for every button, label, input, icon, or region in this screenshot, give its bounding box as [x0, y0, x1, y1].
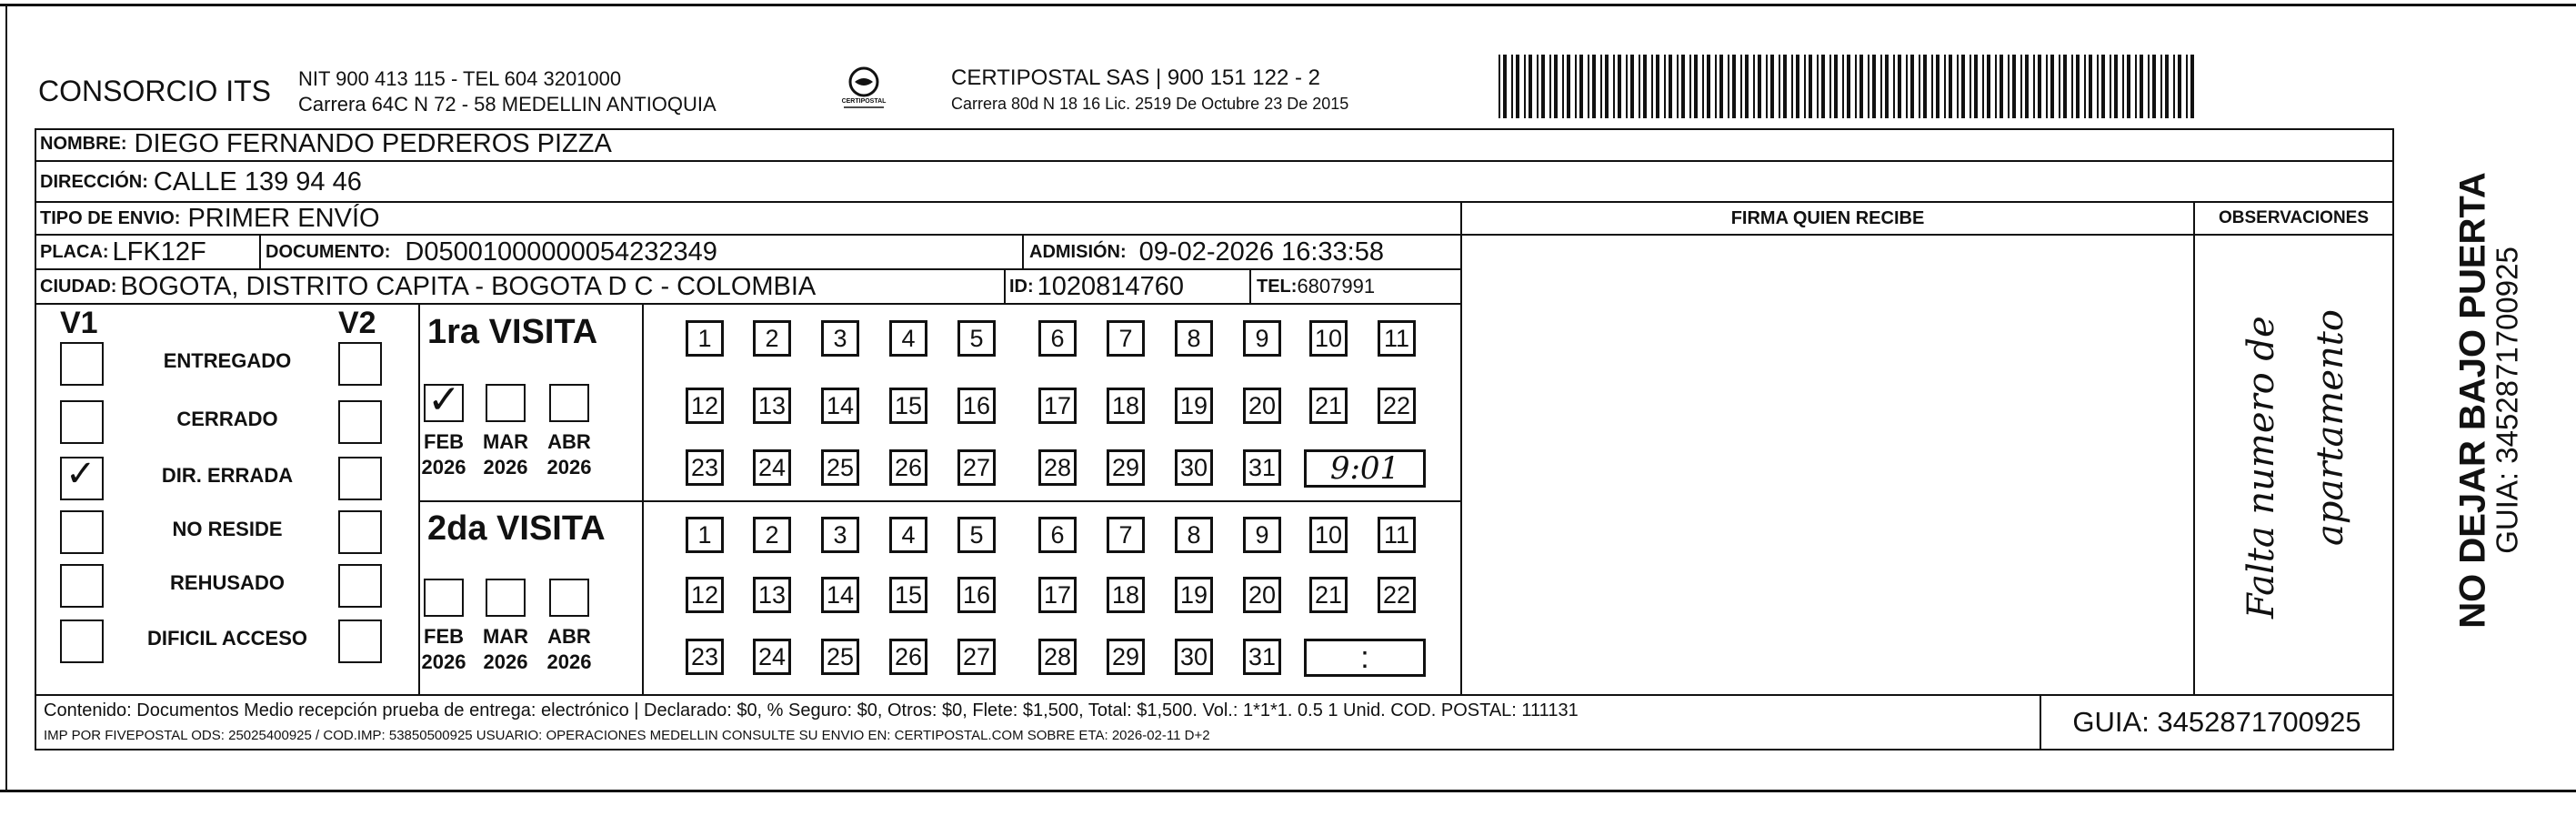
day-box[interactable]: 23: [686, 449, 724, 486]
day-box[interactable]: 12: [686, 388, 724, 424]
day-box[interactable]: 29: [1107, 449, 1145, 486]
barcode-bar: [1689, 55, 1691, 118]
day-box[interactable]: 23: [686, 639, 724, 675]
day-box[interactable]: 19: [1175, 577, 1213, 613]
status-label: DIFICIL ACCESO: [146, 627, 307, 650]
barcode-bar: [1919, 55, 1920, 118]
day-box[interactable]: 4: [889, 320, 927, 357]
barcode-bar: [2012, 55, 2016, 118]
barcode-bar: [2046, 55, 2048, 118]
left-border: [5, 4, 7, 791]
v1-checkbox[interactable]: [60, 342, 104, 386]
day-box[interactable]: 3: [821, 320, 859, 357]
barcode-bar: [1944, 55, 1946, 118]
v2-checkbox[interactable]: [338, 400, 382, 444]
day-box[interactable]: 18: [1107, 388, 1145, 424]
month-name: FEB: [424, 430, 464, 453]
v1-checkbox[interactable]: [60, 400, 104, 444]
barcode-bar: [1893, 55, 1895, 118]
day-box[interactable]: 3: [821, 517, 859, 553]
admision-value: 09-02-2026 16:33:58: [1138, 237, 1384, 267]
tipo-value: PRIMER ENVÍO: [187, 203, 380, 233]
day-box[interactable]: 29: [1107, 639, 1145, 675]
barcode-bar: [1575, 55, 1577, 118]
barcode-bar: [1982, 55, 1984, 118]
day-box[interactable]: 30: [1175, 449, 1213, 486]
barcode-bar: [1868, 55, 1869, 118]
v2-checkbox[interactable]: [338, 564, 382, 608]
barcode-bar: [2127, 55, 2130, 118]
certipostal-logo: [837, 62, 891, 116]
carrier-name: CERTIPOSTAL SAS | 900 151 122 - 2: [951, 65, 1320, 90]
month-name: ABR: [547, 430, 591, 453]
id-cell: [1009, 269, 1184, 304]
day-box[interactable]: 19: [1175, 388, 1213, 424]
barcode-bar: [1579, 55, 1583, 118]
barcode-bar: [1906, 55, 1908, 118]
barcode-bar: [1613, 55, 1615, 118]
month-checkbox[interactable]: [486, 384, 526, 422]
id-value: 1020814760: [1037, 271, 1184, 301]
barcode-bar: [2050, 55, 2054, 118]
v1-label: V1: [60, 306, 98, 340]
barcode-bar: [1511, 55, 1513, 118]
month-name: ABR: [547, 625, 591, 648]
ciudad-cell: [40, 269, 816, 304]
placa-label: PLACA:: [40, 241, 109, 262]
status-label: NO RESIDE: [172, 518, 283, 540]
documento-label: DOCUMENTO:: [266, 241, 391, 262]
barcode-bar: [1656, 55, 1659, 118]
barcode-bar: [1694, 55, 1698, 118]
col-line: [259, 234, 261, 268]
day-box[interactable]: 8: [1175, 320, 1213, 357]
barcode-bar: [2135, 55, 2137, 118]
time-box[interactable]: 9:01: [1304, 449, 1426, 488]
barcode-bar: [1842, 55, 1844, 118]
v1-checkbox[interactable]: [60, 564, 104, 608]
month-label: [476, 624, 535, 674]
barcode-bar: [2152, 55, 2156, 118]
ciudad-label: CIUDAD:: [40, 276, 117, 297]
day-box[interactable]: 9: [1243, 320, 1281, 357]
barcode-bar: [1931, 55, 1933, 118]
month-checkbox[interactable]: [549, 579, 589, 617]
barcode-bar: [1974, 55, 1978, 118]
barcode-bar: [1562, 55, 1564, 118]
company-name: CONSORCIO ITS: [38, 75, 272, 107]
barcode-bar: [2148, 55, 2150, 118]
barcode-bar: [1567, 55, 1570, 118]
carrier-address: Carrera 80d N 18 16 Lic. 2519 De Octubre 23 De 2015: [951, 95, 1349, 113]
day-box[interactable]: 30: [1175, 639, 1213, 675]
barcode-bar: [1898, 55, 1901, 118]
nombre-row: [40, 127, 612, 161]
month-year: 2026: [483, 650, 528, 673]
month-name: FEB: [424, 625, 464, 648]
day-box[interactable]: 25: [821, 449, 859, 486]
barcode-bar: [2063, 55, 2067, 118]
barcode-bar: [1880, 55, 1882, 118]
company-nit: NIT 900 413 115 - TEL 604 3201000: [298, 67, 622, 90]
barcode-bar: [1817, 55, 1819, 118]
status-label: DIR. ERRADA: [161, 464, 294, 487]
day-box[interactable]: 6: [1038, 517, 1077, 553]
barcode-bar: [1791, 55, 1793, 118]
day-box[interactable]: 15: [889, 577, 927, 613]
documento-cell: [266, 235, 717, 269]
v1-checkbox[interactable]: [60, 453, 104, 500]
day-box[interactable]: 11: [1378, 320, 1416, 357]
month-year: 2026: [483, 455, 528, 479]
day-box[interactable]: 28: [1038, 639, 1077, 675]
day-box[interactable]: 14: [821, 577, 859, 613]
v2-checkbox[interactable]: [338, 342, 382, 386]
day-box[interactable]: 12: [686, 577, 724, 613]
barcode-bar: [1766, 55, 1768, 118]
barcode-bar: [1600, 55, 1602, 118]
v1-checkbox[interactable]: [60, 510, 104, 554]
barcode-bar: [1885, 55, 1889, 118]
observaciones-header: OBSERVACIONES: [2218, 208, 2370, 227]
month-year: 2026: [546, 455, 592, 479]
tipo-label: TIPO DE ENVIO:: [40, 207, 181, 228]
barcode-bar: [1923, 55, 1927, 118]
month-checkbox[interactable]: [424, 579, 464, 617]
footer-imp: IMP POR FIVEPOSTAL ODS: 25025400925 / COD.IMP: 53850500925 USUARIO: OPERACIONES MEDELLIN CONSULTE SU ENVIO EN: CERTIPOSTAL.COM SOBRE ETA: 2026-02-11 D+2: [44, 728, 1210, 743]
barcode-bar: [2084, 55, 2086, 118]
barcode-bar: [1677, 55, 1679, 118]
barcode-bar: [1669, 55, 1672, 118]
v2-label: V2: [338, 306, 376, 340]
day-box[interactable]: 1: [686, 517, 724, 553]
day-box[interactable]: 16: [957, 388, 996, 424]
direccion-value: CALLE 139 94 46: [153, 166, 362, 196]
barcode-bar: [1796, 55, 1799, 118]
barcode-bar: [1588, 55, 1589, 118]
col-line: [2392, 128, 2394, 751]
barcode-bar: [1732, 55, 1736, 118]
day-box[interactable]: 15: [889, 388, 927, 424]
day-box[interactable]: 20: [1243, 577, 1281, 613]
barcode-bar: [1987, 55, 1990, 118]
barcode-bar: [1643, 55, 1647, 118]
barcode-bar: [1745, 55, 1749, 118]
day-box[interactable]: 8: [1175, 517, 1213, 553]
barcode-bar: [1537, 55, 1539, 118]
barcode-bar: [1498, 55, 1500, 118]
day-box[interactable]: 26: [889, 639, 927, 675]
barcode-bar: [1779, 55, 1780, 118]
day-box[interactable]: 16: [957, 577, 996, 613]
month-name: MAR: [482, 430, 529, 453]
day-box[interactable]: 21: [1309, 388, 1348, 424]
barcode-bar: [1728, 55, 1729, 118]
barcode-bar: [2122, 55, 2124, 118]
barcode-bar: [2076, 55, 2080, 118]
month-label: [540, 429, 598, 479]
barcode-bar: [2038, 55, 2041, 118]
day-box[interactable]: 22: [1378, 577, 1416, 613]
v2-checkbox[interactable]: [338, 510, 382, 554]
barcode-bar: [1524, 55, 1526, 118]
barcode-bar: [2020, 55, 2022, 118]
day-box[interactable]: 28: [1038, 449, 1077, 486]
barcode-bar: [2025, 55, 2029, 118]
barcode-bar: [1541, 55, 1545, 118]
status-label: ENTREGADO: [163, 349, 292, 372]
barcode-bar: [2059, 55, 2060, 118]
barcode-bar: [1847, 55, 1850, 118]
nombre-label: NOMBRE:: [40, 134, 127, 154]
barcode-bar: [2089, 55, 2092, 118]
tel-label: TEL:: [1257, 276, 1298, 297]
footer-guia: GUIA: 3452871700925: [2072, 706, 2361, 738]
month-year: 2026: [421, 650, 466, 673]
barcode-bar: [1758, 55, 1761, 118]
month-year: 2026: [421, 455, 466, 479]
barcode-bar: [2000, 55, 2003, 118]
day-box[interactable]: 10: [1309, 320, 1348, 357]
nombre-value: DIEGO FERNANDO PEDREROS PIZZA: [134, 129, 612, 158]
barcode-bar: [1651, 55, 1653, 118]
side-guia: GUIA: 3452871700925: [2490, 247, 2524, 554]
day-box[interactable]: 20: [1243, 388, 1281, 424]
ciudad-value: BOGOTA, DISTRITO CAPITA - BOGOTA D C - COLOMBIA: [120, 271, 817, 301]
barcode-bar: [1626, 55, 1628, 118]
day-box[interactable]: 25: [821, 639, 859, 675]
barcode-bar: [1949, 55, 1952, 118]
day-box[interactable]: 2: [753, 320, 791, 357]
barcode-bar: [1715, 55, 1717, 118]
day-box[interactable]: 26: [889, 449, 927, 486]
day-box[interactable]: 14: [821, 388, 859, 424]
day-box[interactable]: 7: [1107, 320, 1145, 357]
barcode-bar: [1719, 55, 1723, 118]
day-box[interactable]: 1: [686, 320, 724, 357]
barcode-bar: [1957, 55, 1959, 118]
day-box[interactable]: 21: [1309, 577, 1348, 613]
barcode-bar: [1859, 55, 1863, 118]
barcode-bar: [2008, 55, 2010, 118]
row-line: [35, 749, 2392, 751]
logo-caption: CERTIPOSTAL: [841, 98, 887, 105]
admision-label: ADMISIÓN:: [1029, 241, 1127, 262]
day-box[interactable]: 9: [1243, 517, 1281, 553]
side-warning: NO DEJAR BAJO PUERTA: [2452, 172, 2493, 629]
documento-value: D05001000000054232349: [405, 237, 717, 267]
barcode-bar: [1829, 55, 1831, 118]
barcode-bar: [2101, 55, 2105, 118]
barcode-bar: [1702, 55, 1704, 118]
barcode-bar: [1554, 55, 1558, 118]
col-line: [1460, 201, 1462, 695]
placa-cell: [40, 235, 206, 269]
barcode-bar: [1681, 55, 1685, 118]
direccion-row: [40, 163, 362, 201]
barcode-bar: [1753, 55, 1755, 118]
barcode-bar: [1592, 55, 1596, 118]
observaciones-line2: apartamento: [2310, 309, 2351, 546]
month-checkbox[interactable]: [424, 377, 464, 423]
day-box[interactable]: 27: [957, 639, 996, 675]
day-box[interactable]: 31: [1243, 449, 1281, 486]
month-label: [540, 624, 598, 674]
barcode-bar: [1783, 55, 1787, 118]
day-box[interactable]: 22: [1378, 388, 1416, 424]
barcode-bar: [2033, 55, 2035, 118]
status-label: CERRADO: [176, 408, 278, 430]
barcode-bar: [1549, 55, 1551, 118]
month-label: [415, 624, 473, 674]
day-box[interactable]: 13: [753, 577, 791, 613]
barcode-bar: [2165, 55, 2169, 118]
barcode-bar: [1821, 55, 1825, 118]
company-address: Carrera 64C N 72 - 58 MEDELLIN ANTIOQUIA: [298, 93, 717, 116]
barcode-bar: [1639, 55, 1640, 118]
month-checkbox[interactable]: [549, 384, 589, 422]
day-box[interactable]: 17: [1038, 577, 1077, 613]
barcode-bar: [1740, 55, 1742, 118]
status-label: REHUSADO: [170, 571, 285, 594]
placa-value: LFK12F: [112, 237, 206, 267]
side-text: [2402, 146, 2575, 655]
day-box[interactable]: 17: [1038, 388, 1077, 424]
day-box[interactable]: 4: [889, 517, 927, 553]
barcode-bar: [2114, 55, 2118, 118]
observaciones-line1: Falta numero de: [2240, 316, 2282, 619]
barcode-bar: [2071, 55, 2073, 118]
day-box[interactable]: 2: [753, 517, 791, 553]
barcode-bar: [2110, 55, 2111, 118]
barcode-bar: [2173, 55, 2175, 118]
firma-header: FIRMA QUIEN RECIBE: [1730, 207, 1925, 228]
day-box[interactable]: 24: [753, 449, 791, 486]
barcode-bar: [1970, 55, 1971, 118]
month-checkbox[interactable]: [486, 579, 526, 617]
visit2-title: 2da VISITA: [427, 509, 606, 548]
top-border: [0, 4, 2576, 6]
row-line: [418, 500, 1462, 502]
barcode-bar: [1834, 55, 1838, 118]
day-box[interactable]: 27: [957, 449, 996, 486]
barcode-bar: [2178, 55, 2181, 118]
barcode-bar: [1529, 55, 1532, 118]
col-line: [1004, 268, 1006, 303]
v2-checkbox[interactable]: [338, 620, 382, 663]
barcode-bar: [2160, 55, 2162, 118]
month-name: MAR: [482, 625, 529, 648]
col-line: [642, 303, 644, 694]
time-box[interactable]: :: [1304, 639, 1426, 677]
observaciones-note: [2200, 235, 2391, 694]
check-mark-icon: ✓: [427, 377, 461, 423]
id-label: ID:: [1009, 276, 1034, 297]
day-box[interactable]: 6: [1038, 320, 1077, 357]
col-line: [2193, 201, 2195, 695]
visit1-title: 1ra VISITA: [427, 313, 598, 351]
month-year: 2026: [546, 650, 592, 673]
barcode-bar: [1855, 55, 1857, 118]
barcode-bar: [1804, 55, 1806, 118]
v1-checkbox[interactable]: [60, 620, 104, 663]
barcode-bar: [1809, 55, 1812, 118]
tel-value: 6807991: [1297, 275, 1376, 297]
barcode-bar: [1605, 55, 1609, 118]
col-line: [1022, 234, 1024, 268]
barcode: [1498, 55, 2200, 118]
barcode-bar: [2186, 55, 2188, 118]
day-box[interactable]: 5: [957, 517, 996, 553]
barcode-bar: [1503, 55, 1507, 118]
day-box[interactable]: 24: [753, 639, 791, 675]
day-box[interactable]: 13: [753, 388, 791, 424]
barcode-bar: [1961, 55, 1965, 118]
day-box[interactable]: 31: [1243, 639, 1281, 675]
barcode-bar: [1936, 55, 1940, 118]
day-box[interactable]: 7: [1107, 517, 1145, 553]
check-mark-icon: ✓: [65, 453, 96, 495]
direccion-label: DIRECCIÓN:: [40, 171, 148, 192]
barcode-bar: [1618, 55, 1621, 118]
day-box[interactable]: 5: [957, 320, 996, 357]
day-box[interactable]: 11: [1378, 517, 1416, 553]
barcode-bar: [1995, 55, 1997, 118]
month-label: [476, 429, 535, 479]
barcode-bar: [2140, 55, 2143, 118]
tipo-row: [40, 202, 380, 235]
v2-checkbox[interactable]: [338, 457, 382, 500]
admision-cell: [1029, 235, 1384, 269]
col-line: [1249, 268, 1251, 303]
barcode-bar: [1630, 55, 1634, 118]
tel-cell: [1257, 269, 1375, 304]
barcode-bar: [2190, 55, 2194, 118]
barcode-bar: [2097, 55, 2099, 118]
col-line: [35, 128, 36, 751]
barcode-bar: [1707, 55, 1710, 118]
barcode-bar: [1770, 55, 1774, 118]
barcode-bar: [1664, 55, 1666, 118]
barcode-bar: [1516, 55, 1519, 118]
day-box[interactable]: 10: [1309, 517, 1348, 553]
footer-contenido: Contenido: Documentos Medio recepción prueba de entrega: electrónico | Declarado: $0, % Seguro: $0, Otros: $0, Flete: $1,500, Total: $1,500. Vol.: 1*1*1. 0.5 1 Unid. COD. POSTAL: 111131: [44, 700, 1579, 720]
barcode-bar: [1910, 55, 1914, 118]
barcode-bar: [1872, 55, 1876, 118]
day-box[interactable]: 18: [1107, 577, 1145, 613]
month-label: [415, 429, 473, 479]
